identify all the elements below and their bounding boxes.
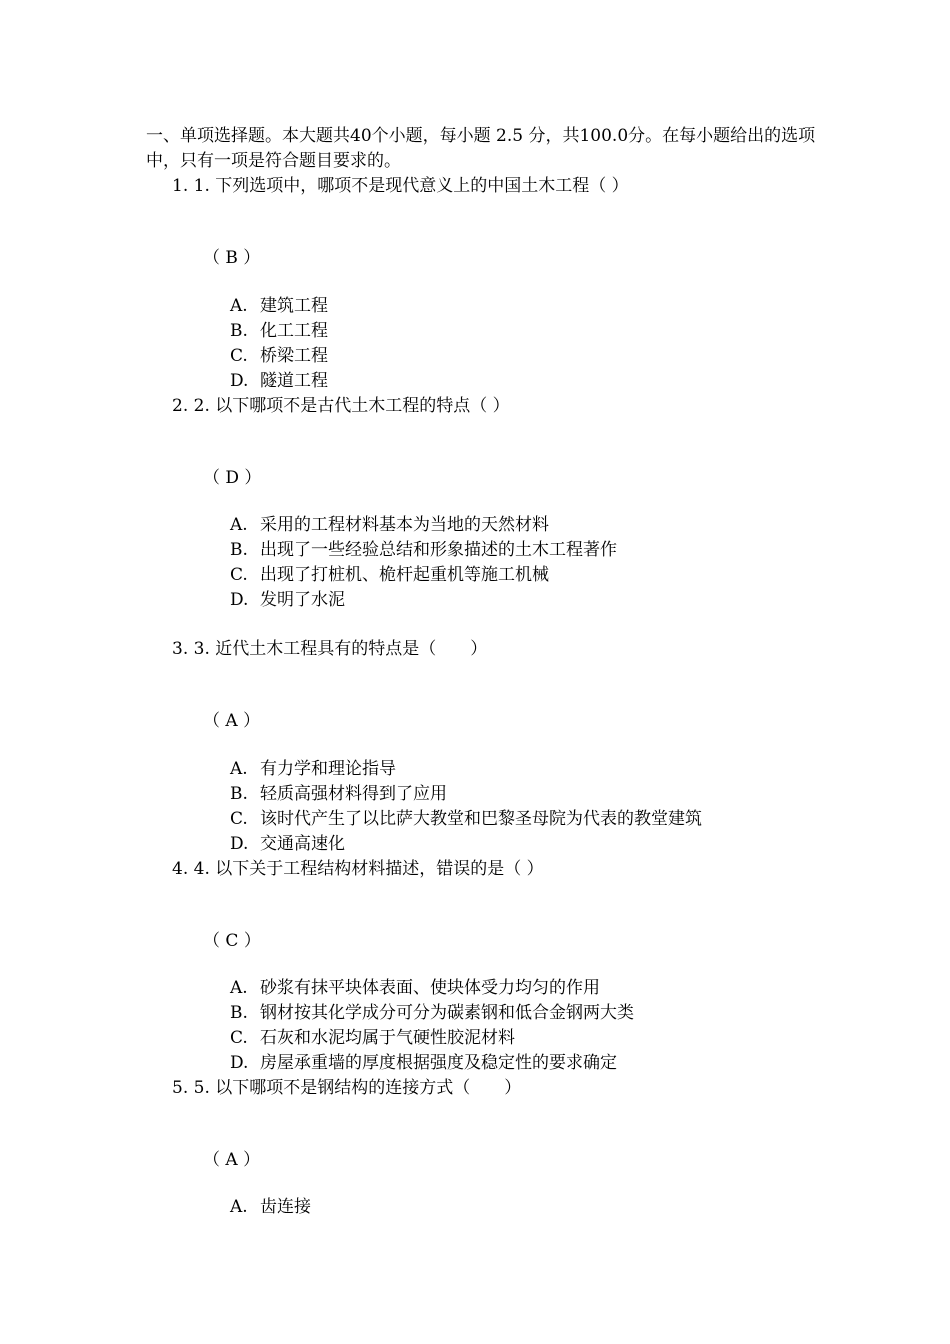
option-text: 采用的工程材料基本为当地的天然材料 — [260, 515, 549, 535]
option-letter: A. — [230, 978, 248, 998]
option-b — [230, 319, 328, 344]
option-text: 房屋承重墙的厚度根据强度及稳定性的要求确定 — [260, 1053, 617, 1073]
option-c — [230, 563, 549, 588]
question-number: 1. — [172, 176, 189, 196]
option-text: 石灰和水泥均属于气硬性胶泥材料 — [260, 1028, 515, 1048]
question-title — [172, 394, 510, 419]
question-text: 3. 近代土木工程具有的特点是（ ） — [193, 639, 488, 659]
question-text: 1. 下列选项中，哪项不是现代意义上的中国土木工程（ ） — [193, 176, 629, 196]
option-letter: B. — [230, 1003, 248, 1023]
question-title — [172, 637, 487, 662]
option-text: 出现了一些经验总结和形象描述的土木工程著作 — [260, 540, 617, 560]
option-d — [230, 832, 345, 857]
option-text: 桥梁工程 — [260, 346, 328, 366]
option-letter: A. — [230, 759, 248, 779]
option-letter: D. — [230, 1053, 249, 1073]
question-title — [172, 857, 544, 882]
option-letter: A. — [230, 296, 248, 316]
option-a — [230, 1195, 311, 1220]
option-d — [230, 588, 345, 613]
option-text: 砂浆有抹平块体表面、使块体受力均匀的作用 — [260, 978, 600, 998]
question-number: 4. — [172, 859, 189, 879]
option-letter: B. — [230, 321, 248, 341]
answer-marker: （ B ） — [203, 248, 261, 268]
option-letter: A. — [230, 515, 248, 535]
option-text: 轻质高强材料得到了应用 — [260, 784, 447, 804]
option-letter: C. — [230, 346, 248, 366]
option-b — [230, 1001, 634, 1026]
option-letter: B. — [230, 540, 248, 560]
option-d — [230, 369, 328, 394]
question-title — [172, 174, 629, 199]
option-c — [230, 344, 328, 369]
option-d — [230, 1051, 617, 1076]
question-number: 3. — [172, 639, 189, 659]
option-b — [230, 538, 617, 563]
option-a — [230, 757, 396, 782]
question-number: 2. — [172, 396, 189, 416]
option-text: 建筑工程 — [260, 296, 328, 316]
option-text: 有力学和理论指导 — [260, 759, 396, 779]
option-letter: A. — [230, 1197, 248, 1217]
question-text: 4. 以下关于工程结构材料描述，错误的是（ ） — [193, 859, 544, 879]
option-text: 出现了打桩机、桅杆起重机等施工机械 — [260, 565, 549, 585]
option-text: 齿连接 — [260, 1197, 311, 1217]
option-letter: D. — [230, 371, 249, 391]
option-letter: C. — [230, 809, 248, 829]
question-text: 5. 以下哪项不是钢结构的连接方式（ ） — [193, 1078, 522, 1098]
answer-marker: （ D ） — [203, 468, 262, 488]
option-letter: D. — [230, 590, 249, 610]
option-a — [230, 294, 328, 319]
option-text: 交通高速化 — [260, 834, 345, 854]
answer-marker: （ A ） — [203, 1150, 261, 1170]
option-b — [230, 782, 447, 807]
option-a — [230, 513, 549, 538]
option-a — [230, 976, 600, 1001]
option-text: 发明了水泥 — [260, 590, 345, 610]
option-letter: C. — [230, 565, 248, 585]
answer-marker: （ A ） — [203, 711, 261, 731]
option-text: 该时代产生了以比萨大教堂和巴黎圣母院为代表的教堂建筑 — [260, 809, 702, 829]
option-c — [230, 1026, 515, 1051]
option-c — [230, 807, 702, 832]
option-letter: D. — [230, 834, 249, 854]
option-text: 化工工程 — [260, 321, 328, 341]
option-letter: C. — [230, 1028, 248, 1048]
question-number: 5. — [172, 1078, 189, 1098]
option-text: 钢材按其化学成分可分为碳素钢和低合金钢两大类 — [260, 1003, 634, 1023]
answer-marker: （ C ） — [203, 931, 261, 951]
section-heading: 一、单项选择题。本大题共40个小题，每小题 2.5 分，共100.0分。在每小题给出的选项中，只有一项是符合题目要求的。 — [146, 126, 816, 171]
question-text: 2. 以下哪项不是古代土木工程的特点（ ） — [193, 396, 510, 416]
option-letter: B. — [230, 784, 248, 804]
question-title — [172, 1076, 521, 1101]
option-text: 隧道工程 — [260, 371, 328, 391]
